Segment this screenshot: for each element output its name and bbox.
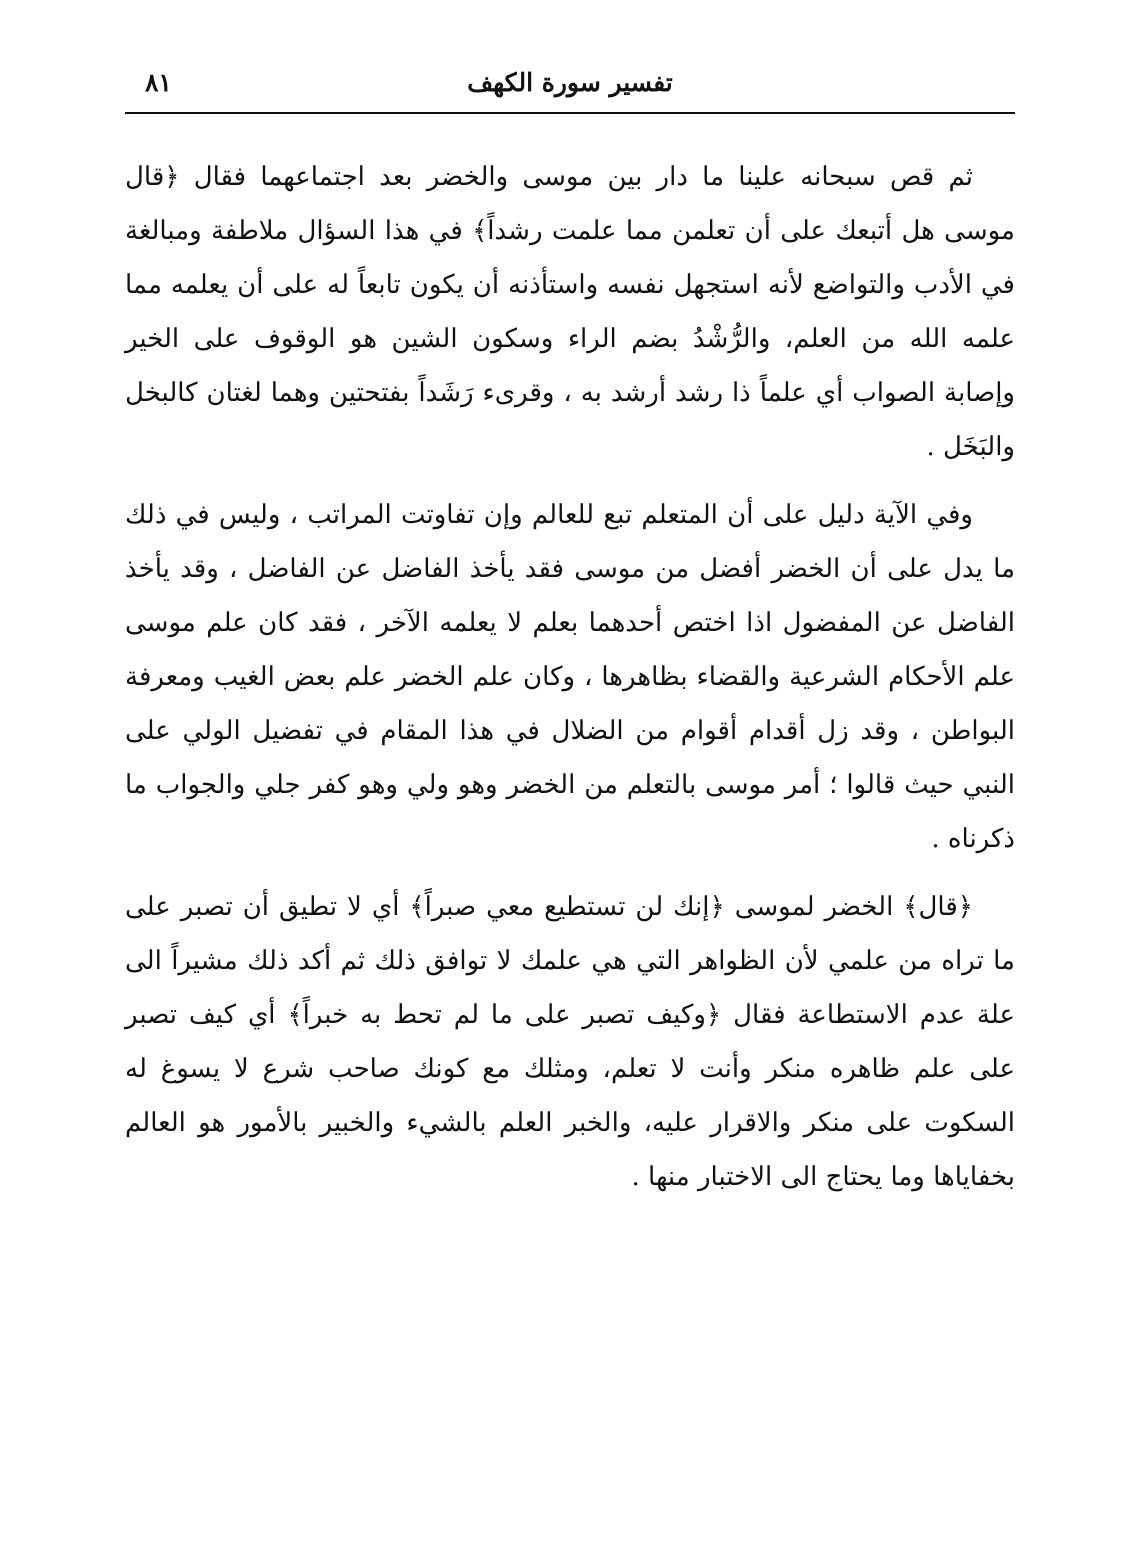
running-title: تفسير سورة الكهف	[467, 68, 673, 97]
page-header	[125, 60, 1015, 114]
page-number: ٨١	[145, 68, 172, 97]
body-text	[125, 150, 1015, 1204]
paragraph-1: ثم قص سبحانه علينا ما دار بين موسى والخضر بعد اجتماعهما فقال ﴿قال موسى هل أتبعك على أن تعلمن مما علمت رشداً﴾ في هذا السؤال ملاطفة ومبالغة في الأدب والتواضع لأنه استجهل نفسه واستأذنه أن يكون تابعاً له على أن يعلمه مما علمه الله من العلم، والرُّشْدُ بضم الراء وسكون الشين هو الوقوف على الخير وإصابة الصواب أي علماً ذا رشد أرشد به ، وقرىء رَشَداً بفتحتين وهما لغتان كالبخل والبَخَل .	[125, 162, 1015, 462]
paragraph-3: ﴿قال﴾ الخضر لموسى ﴿إنك لن تستطيع معي صبراً﴾ أي لا تطيق أن تصبر على ما تراه من علمي لأن الظواهر التي هي علمك لا توافق ذلك ثم أكد ذلك مشيراً الى علة عدم الاستطاعة فقال ﴿وكيف تصبر على ما لم تحط به خبراً﴾ أي كيف تصبر على علم ظاهره منكر وأنت لا تعلم، ومثلك مع كونك صاحب شرع لا يسوغ له السكوت على منكر والاقرار عليه، والخبر العلم بالشيء والخبير بالأمور هو العالم بخفاياها وما يحتاج الى الاختبار منها .	[125, 892, 1015, 1192]
book-page	[125, 60, 1015, 1218]
paragraph-2: وفي الآية دليل على أن المتعلم تبع للعالم وإن تفاوتت المراتب ، وليس في ذلك ما يدل على أن الخضر أفضل من موسى فقد يأخذ الفاضل عن الفاضل ، وقد يأخذ الفاضل عن المفضول اذا اختص أحدهما بعلم لا يعلمه الآخر ، فقد كان علم موسى علم الأحكام الشرعية والقضاء بظاهرها ، وكان علم الخضر علم بعض الغيب ومعرفة البواطن ، وقد زل أقدام أقوام من الضلال في هذا المقام في تفضيل الولي على النبي حيث قالوا ؛ أمر موسى بالتعلم من الخضر وهو ولي وهو كفر جلي والجواب ما ذكرناه .	[125, 500, 1015, 854]
